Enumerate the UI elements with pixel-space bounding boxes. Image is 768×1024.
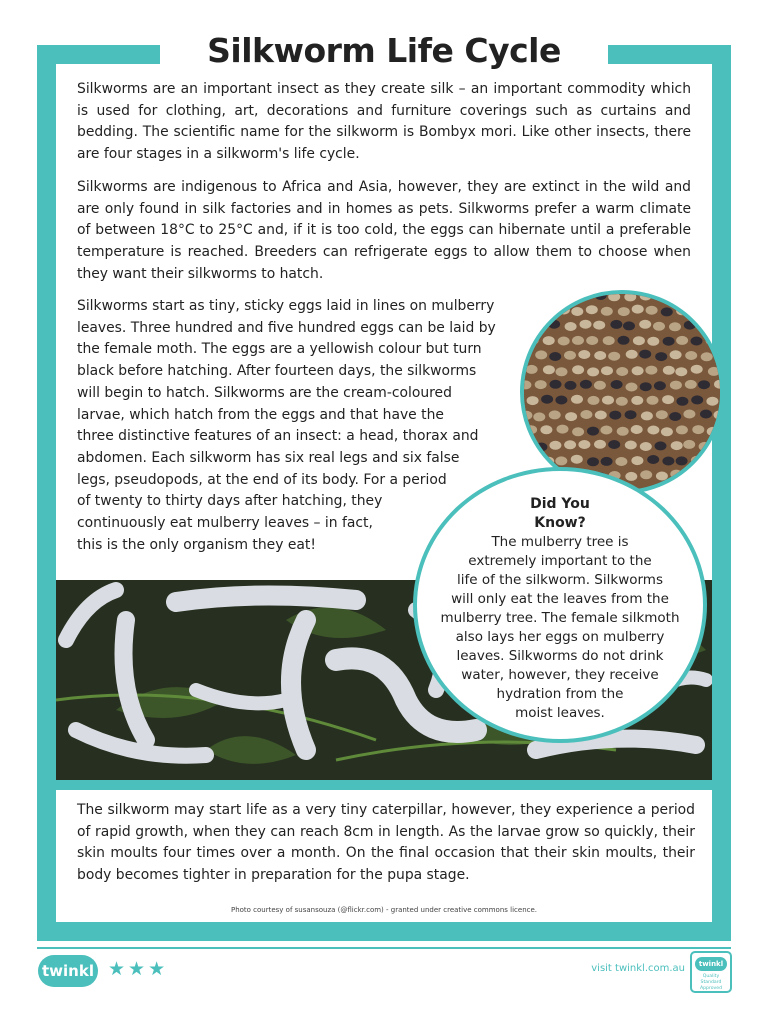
egg-shape [535, 380, 547, 389]
egg-shape [526, 365, 538, 374]
twinkl-logo[interactable]: twinkl [38, 955, 98, 987]
egg-shape [618, 307, 630, 316]
egg-shape [685, 351, 697, 360]
egg-shape [527, 396, 539, 405]
egg-shape [656, 472, 668, 481]
egg-shape [700, 410, 712, 419]
text-line: continuously eat mulberry leaves – in fact, [77, 515, 373, 532]
eggs-illustration [524, 294, 720, 490]
egg-shape [615, 457, 627, 466]
dyk-line: water, however, they receive [461, 667, 659, 683]
photo-credit: Photo courtesy of susansouza (@flickr.com) - granted under creative commons licence. [230, 906, 538, 914]
egg-shape [663, 337, 675, 346]
egg-shape [656, 410, 668, 419]
egg-shape [558, 337, 570, 346]
egg-shape [645, 366, 657, 375]
egg-shape [571, 455, 583, 464]
badge-logo: twinkl [695, 957, 727, 971]
badge-text: Quality Standard Approved [699, 974, 723, 991]
egg-shape [565, 381, 577, 390]
did-you-know-title [417, 495, 703, 533]
text-line: the female moth. The eggs are a yellowish colour but turn [77, 341, 482, 358]
egg-shape [587, 427, 599, 436]
habitat-paragraph: Silkworms are indigenous to Africa and Asia, however, they are extinct in the wild and are only found in silk factories and in homes as pets. Silkworms prefer a warm climate of between 18°C to 25°C and, if it is too cold, the eggs can hibernate until a preferable temperature is reached. Breeders can refrigerate eggs to allow them to choose when they want their silkworms to hatch. [77, 179, 691, 282]
egg-shape [555, 456, 567, 465]
egg-shape [671, 441, 683, 450]
egg-shape [626, 350, 638, 359]
egg-shape [633, 336, 645, 345]
egg-shape [691, 365, 703, 374]
egg-shape [676, 397, 688, 406]
egg-shape [676, 456, 688, 465]
egg-shape [602, 396, 614, 405]
egg-shape [610, 320, 622, 329]
dyk-line: will only eat the leaves from the [451, 591, 669, 607]
page-title: Silkworm Life Cycle [207, 31, 561, 70]
egg-shape [543, 336, 555, 345]
egg-shape [609, 411, 621, 420]
egg-shape [625, 410, 637, 419]
egg-shape [608, 352, 620, 361]
egg-shape [663, 366, 675, 375]
egg-shape [676, 425, 688, 434]
egg-shape [608, 440, 620, 449]
egg-shape [543, 365, 555, 374]
egg-shape [639, 320, 651, 329]
egg-shape [549, 441, 561, 450]
egg-shape [572, 365, 584, 374]
egg-shape [586, 336, 598, 345]
egg-shape [631, 456, 643, 465]
egg-shape [587, 457, 599, 466]
egg-shape [670, 350, 682, 359]
egg-shape [594, 351, 606, 360]
egg-shape [550, 380, 562, 389]
egg-shape [548, 320, 560, 329]
egg-shape [588, 396, 600, 405]
egg-shape [586, 305, 598, 314]
visit-link[interactable]: visit twinkl.com.au [591, 963, 685, 974]
egg-shape [647, 396, 659, 405]
egg-shape [595, 411, 607, 420]
egg-shape [632, 366, 644, 375]
egg-shape [641, 411, 653, 420]
egg-shape [675, 367, 687, 376]
egg-shape [535, 350, 547, 359]
egg-shape [557, 425, 569, 434]
egg-shape [572, 427, 584, 436]
egg-shape [625, 472, 637, 481]
egg-shape [676, 336, 688, 345]
egg-shape [571, 395, 583, 404]
footer-divider [37, 947, 731, 949]
text-line: Silkworms start as tiny, sticky eggs laid in lines on mulberry [77, 298, 495, 314]
title-banner [160, 28, 608, 74]
dyk-line: hydration from the [496, 686, 624, 702]
egg-shape [640, 442, 652, 451]
egg-shape [631, 425, 643, 434]
dyk-line: The mulberry tree is [491, 534, 629, 550]
egg-shape [661, 427, 673, 436]
egg-shape [654, 381, 666, 390]
egg-shape [594, 381, 606, 390]
growth-paragraph: The silkworm may start life as a very tiny caterpillar, however, they experience a period of rapid growth, when they can reach 8cm in length. As the larvae grow so quickly, their skin moults four times over a month. On the final occasion that their skin moults, their body becomes tighter in preparation for the pupa stage. [77, 802, 695, 884]
text-line: will begin to hatch. Silkworms are the cream-coloured [77, 384, 452, 401]
egg-shape [549, 352, 561, 361]
quality-badge [690, 951, 732, 993]
intro-paragraph: Silkworms are an important insect as they create silk – an important commodity which is used for clothing, art, decorations and furniture coverings such as curtains and bedding. The scientific name for the silkworm is Bombyx mori. Like other insects, there are four stages in a silkworm's life cycle. [77, 81, 691, 163]
egg-shape [578, 440, 590, 449]
egg-shape [684, 321, 696, 330]
egg-shape [640, 470, 652, 479]
did-you-know-callout [413, 467, 707, 743]
egg-shape [662, 457, 674, 466]
dyk-line: extremely important to the [468, 553, 652, 569]
egg-shape [555, 396, 567, 405]
egg-shape [661, 307, 673, 316]
egg-shape [616, 397, 628, 406]
dyk-title-line: Know? [534, 515, 586, 531]
egg-shape [540, 425, 552, 434]
dyk-line: also lays her eggs on mulberry [455, 629, 665, 645]
egg-shape [580, 410, 592, 419]
egg-shape [653, 322, 665, 331]
dyk-line: leaves. Silkworms do not drink [456, 648, 664, 664]
egg-shape [647, 455, 659, 464]
egg-shape [685, 380, 697, 389]
text-line: abdomen. Each silkworm has six real legs and six false [77, 449, 460, 466]
dyk-title-line: Did You [530, 496, 590, 512]
egg-shape [541, 395, 553, 404]
egg-shape [701, 352, 713, 361]
egg-shape [706, 397, 718, 406]
text-line: larvae, which hatch from the eggs and that have the [77, 406, 444, 423]
egg-shape [533, 412, 545, 421]
dyk-line: life of the silkworm. Silkworms [457, 572, 663, 588]
egg-shape [631, 396, 643, 405]
egg-shape [565, 322, 577, 331]
egg-shape [600, 426, 612, 435]
egg-shape [623, 321, 635, 330]
egg-shape [708, 367, 720, 376]
egg-shape [593, 321, 605, 330]
egg-shape [626, 383, 638, 392]
egg-shape [669, 322, 681, 331]
silkworm-eggs-photo [520, 290, 724, 494]
egg-shape [601, 457, 613, 466]
egg-shape [594, 440, 606, 449]
text-line: of twenty to thirty days after hatching, they [77, 493, 383, 510]
egg-shape [601, 307, 613, 316]
egg-shape [580, 380, 592, 389]
egg-shape [565, 412, 577, 421]
egg-shape [556, 367, 568, 376]
egg-shape [632, 305, 644, 314]
dyk-line: moist leaves. [515, 705, 605, 721]
text-line: legs, pseudopods, at the end of its body. For a period [77, 471, 447, 488]
egg-shape [647, 426, 659, 435]
egg-shape [670, 381, 682, 390]
egg-shape [625, 441, 637, 450]
egg-shape [564, 440, 576, 449]
egg-shape [692, 425, 704, 434]
egg-shape [580, 320, 592, 329]
egg-shape [603, 336, 615, 345]
egg-shape [646, 306, 658, 315]
egg-shape [683, 440, 695, 449]
egg-shape [571, 307, 583, 316]
egg-shape [662, 395, 674, 404]
egg-shape [572, 336, 584, 345]
egg-shape [647, 337, 659, 346]
egg-shape [698, 380, 710, 389]
egg-shape [578, 350, 590, 359]
egg-shape [564, 351, 576, 360]
egg-shape [601, 366, 613, 375]
egg-shape [616, 367, 628, 376]
egg-shape [655, 441, 667, 450]
egg-shape [640, 382, 652, 391]
egg-shape [549, 410, 561, 419]
egg-shape [618, 336, 630, 345]
egg-shape [691, 395, 703, 404]
dyk-line: mulberry tree. The female silkmoth [440, 610, 680, 626]
text-line: leaves. Three hundred and five hundred eggs can be laid by [77, 319, 496, 336]
egg-shape [611, 380, 623, 389]
egg-shape [691, 337, 703, 346]
egg-shape [683, 410, 695, 419]
egg-shape [669, 412, 681, 421]
egg-shape [587, 367, 599, 376]
did-you-know-body [439, 533, 681, 723]
star-rating-icon: ★★★ [108, 958, 169, 980]
text-line: this is the only organism they eat! [77, 536, 316, 553]
text-line: black before hatching. After fourteen days, the silkworms [77, 363, 477, 380]
egg-shape [639, 350, 651, 359]
egg-shape [617, 427, 629, 436]
egg-shape [655, 352, 667, 361]
text-line: three distinctive features of an insect: a head, thorax and [77, 428, 479, 445]
